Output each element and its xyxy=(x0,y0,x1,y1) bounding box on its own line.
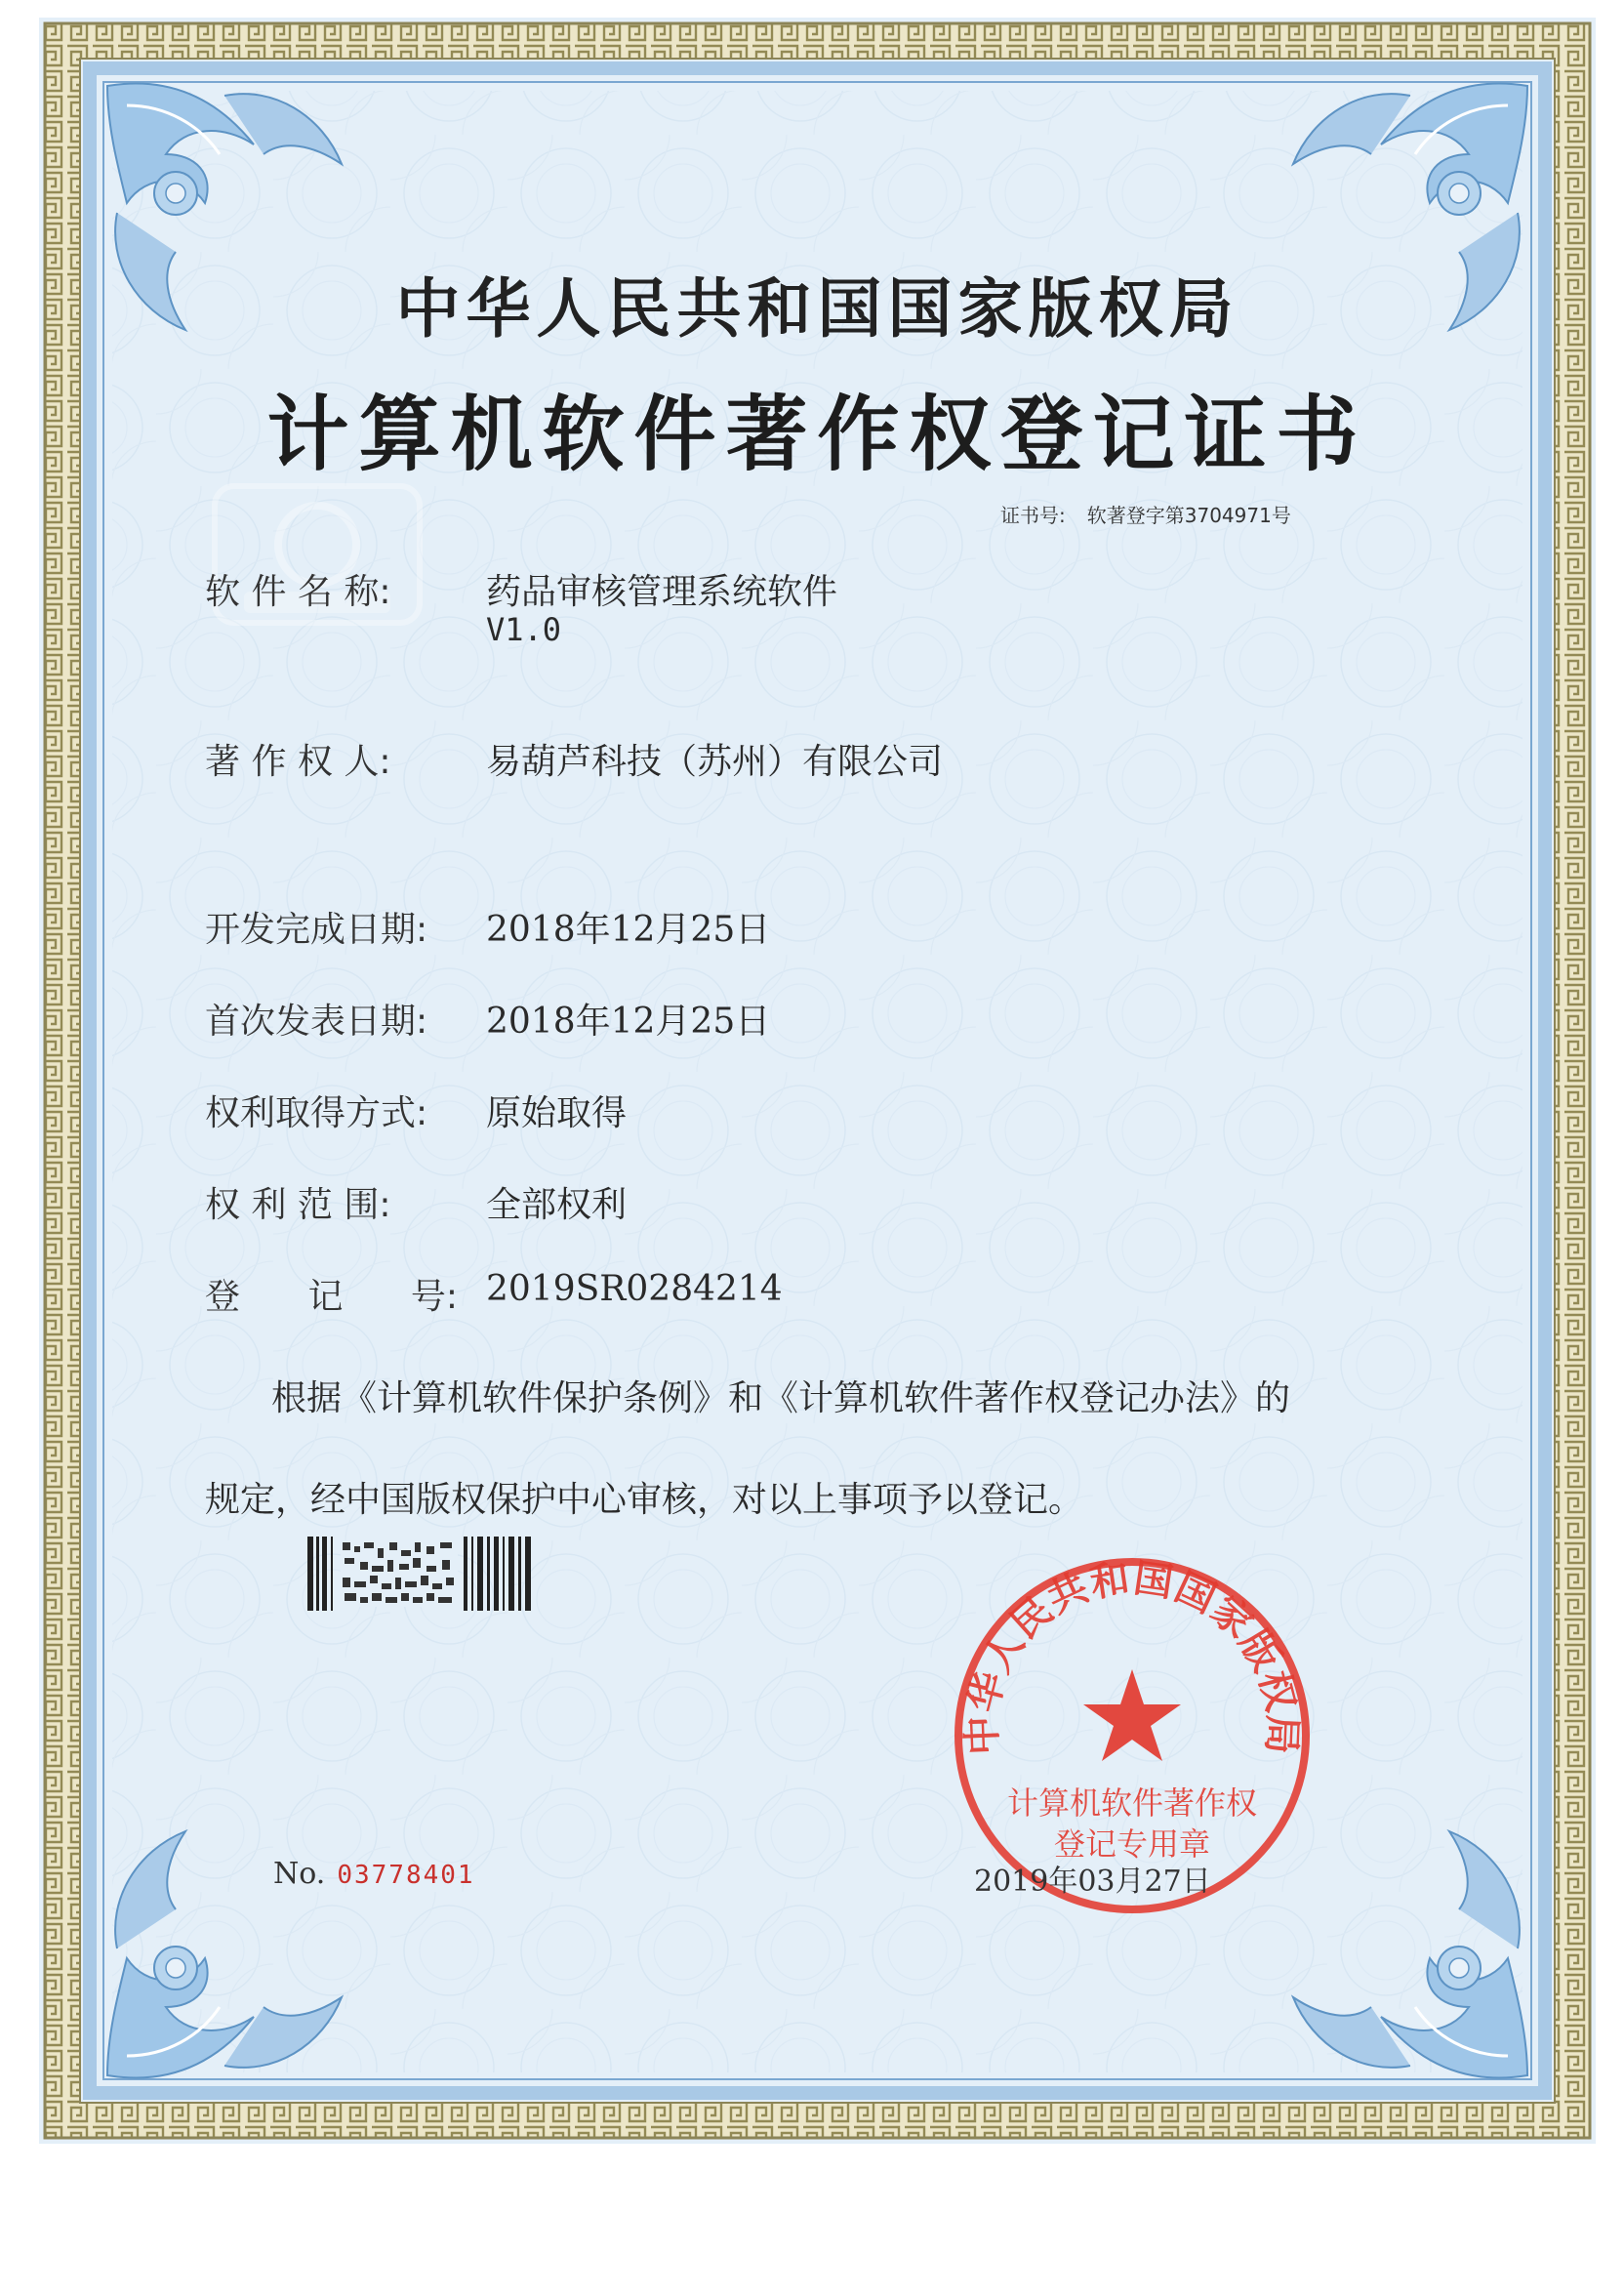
serial-number xyxy=(273,1857,475,1891)
field-label-copyright-owner: 著 作 权 人: xyxy=(205,742,391,782)
serial-number-value: 03778401 xyxy=(337,1861,475,1890)
certificate-number-value: 软著登字第3704971号 xyxy=(1086,504,1291,527)
serial-number-label: No. xyxy=(273,1857,326,1891)
field-label-software-name: 软 件 名 称: xyxy=(205,572,391,612)
issue-date: 2019年03月27日 xyxy=(974,1865,1211,1899)
field-label-publication-date: 首次发表日期: xyxy=(205,1002,428,1042)
star-icon xyxy=(1083,1669,1181,1761)
certificate xyxy=(39,18,1596,2144)
issuer-heading: 中华人民共和国国家版权局 xyxy=(395,271,1239,347)
field-label-rights-scope: 权 利 范 围: xyxy=(205,1185,391,1225)
seal-line-2: 登记专用章 xyxy=(1053,1825,1211,1863)
field-value-software-version: V1.0 xyxy=(486,611,562,648)
field-value-copyright-owner: 易葫芦科技（苏州）有限公司 xyxy=(486,742,944,782)
field-value-completion-date: 2018年12月25日 xyxy=(486,910,771,950)
seal-line-1: 计算机软件著作权 xyxy=(1006,1784,1258,1822)
statement-line-2: 规定，经中国版权保护中心审核，对以上事项予以登记。 xyxy=(205,1480,1084,1520)
field-label-acquisition-method: 权利取得方式: xyxy=(205,1093,428,1133)
field-value-publication-date: 2018年12月25日 xyxy=(486,1002,771,1042)
field-label-completion-date: 开发完成日期: xyxy=(205,910,428,950)
field-value-software-name: 药品审核管理系统软件 xyxy=(486,572,838,612)
field-label-registration-number: 登 记 号: xyxy=(205,1277,459,1317)
seal-ring-text: 中华人民共和国国家版权局 xyxy=(959,1555,1305,1756)
certificate-number xyxy=(1000,500,1313,528)
field-value-acquisition-method: 原始取得 xyxy=(486,1093,628,1133)
barcode-icon xyxy=(307,1537,534,1611)
field-value-rights-scope: 全部权利 xyxy=(486,1185,628,1225)
statement-line-1: 根据《计算机软件保护条例》和《计算机软件著作权登记办法》的 xyxy=(271,1378,1291,1418)
certificate-number-label: 证书号: xyxy=(1000,504,1066,527)
field-value-registration-number: 2019SR0284214 xyxy=(486,1269,783,1309)
certificate-title: 计算机软件著作权登记证书 xyxy=(266,386,1368,482)
